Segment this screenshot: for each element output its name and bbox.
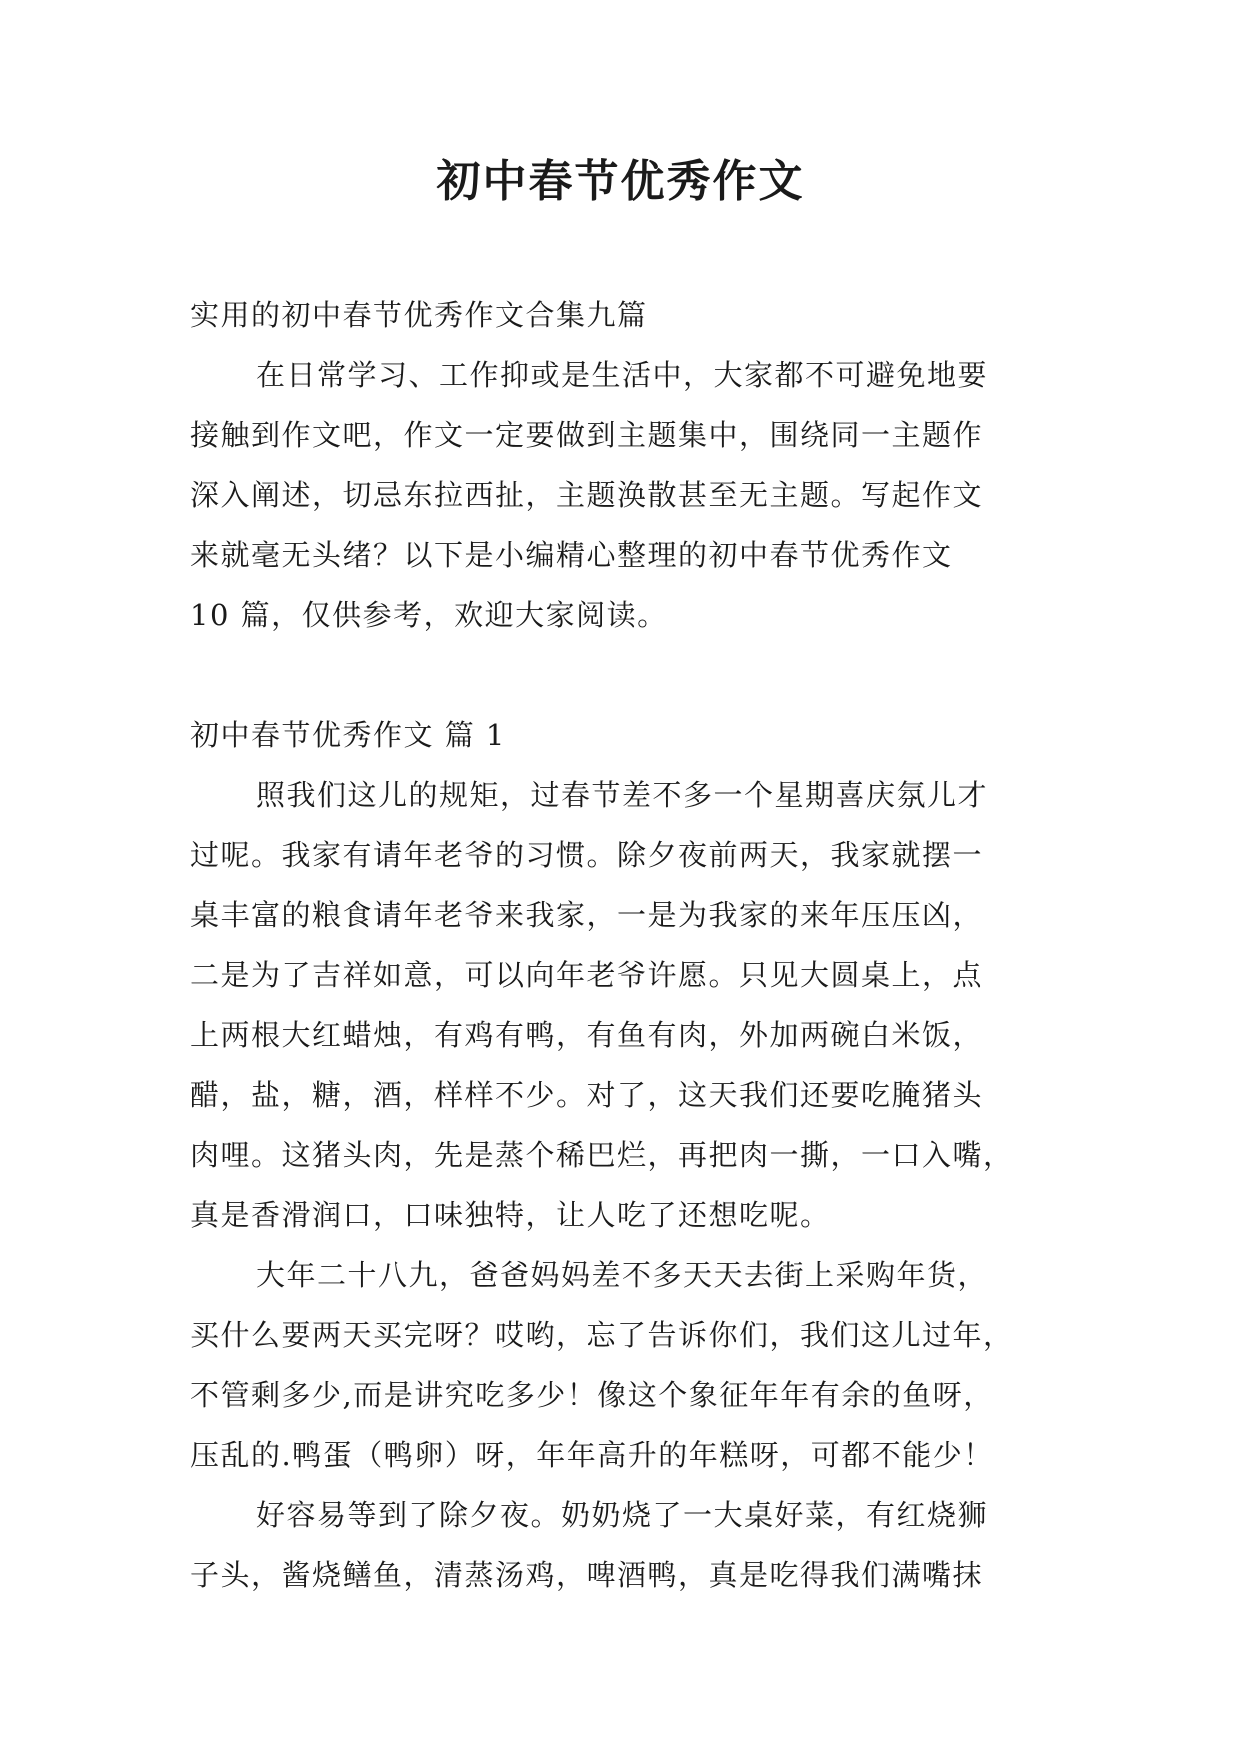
document-body: [190, 285, 1056, 1605]
paragraph-line: 真是香滑润口，口味独特，让人吃了还想吃呢。: [190, 1198, 831, 1232]
section-heading: 初中春节优秀作文 篇 1: [190, 718, 506, 752]
section-spacer: [190, 645, 1056, 705]
paragraph-line: 桌丰富的粮食请年老爷来我家，一是为我家的来年压压凶，: [190, 898, 984, 932]
paragraph-line: 醋，盐，糖，酒，样样不少。对了，这天我们还要吃腌猪头: [190, 1078, 984, 1112]
paragraph-line: 来就毫无头绪？以下是小编精心整理的初中春节优秀作文: [190, 538, 953, 572]
paragraph-line: 好容易等到了除夕夜。奶奶烧了一大桌好菜，有红烧狮: [256, 1498, 989, 1532]
paragraph-line: 上两根大红蜡烛，有鸡有鸭，有鱼有肉，外加两碗白米饭，: [190, 1018, 984, 1052]
intro-paragraph: [190, 345, 1056, 645]
paragraph-line: 深入阐述，切忌东拉西扯，主题涣散甚至无主题。写起作文: [190, 478, 984, 512]
paragraph-line: 子头，酱烧鳝鱼，清蒸汤鸡，啤酒鸭，真是吃得我们满嘴抹: [190, 1558, 984, 1592]
paragraph-1: [190, 765, 1056, 1245]
paragraph-line: 照我们这儿的规矩，过春节差不多一个星期喜庆氛儿才: [256, 778, 989, 812]
paragraph-line: 10 篇，仅供参考，欢迎大家阅读。: [190, 598, 668, 632]
paragraph-line: 二是为了吉祥如意，可以向年老爷许愿。只见大圆桌上，点: [190, 958, 984, 992]
paragraph-3: [190, 1485, 1056, 1605]
paragraph-line: 肉哩。这猪头肉，先是蒸个稀巴烂，再把肉一撕，一口入嘴，: [190, 1138, 1014, 1172]
paragraph-line: 接触到作文吧，作文一定要做到主题集中，围绕同一主题作: [190, 418, 984, 452]
document-title: 初中春节优秀作文: [436, 156, 805, 207]
paragraph-line: 在日常学习、工作抑或是生活中，大家都不可避免地要: [256, 358, 989, 392]
paragraph-line: 压乱的.鸭蛋（鸭卵）呀，年年高升的年糕呀，可都不能少！: [190, 1438, 994, 1472]
paragraph-line: 买什么要两天买完呀？哎哟，忘了告诉你们，我们这儿过年，: [190, 1318, 1014, 1352]
subtitle: 实用的初中春节优秀作文合集九篇: [190, 298, 648, 332]
paragraph-2: [190, 1245, 1056, 1485]
paragraph-line: 不管剩多少,而是讲究吃多少！像这个象征年年有余的鱼呀，: [190, 1378, 994, 1412]
paragraph-line: 过呢。我家有请年老爷的习惯。除夕夜前两天，我家就摆一: [190, 838, 984, 872]
paragraph-line: 大年二十八九，爸爸妈妈差不多天天去街上采购年货，: [256, 1258, 989, 1292]
